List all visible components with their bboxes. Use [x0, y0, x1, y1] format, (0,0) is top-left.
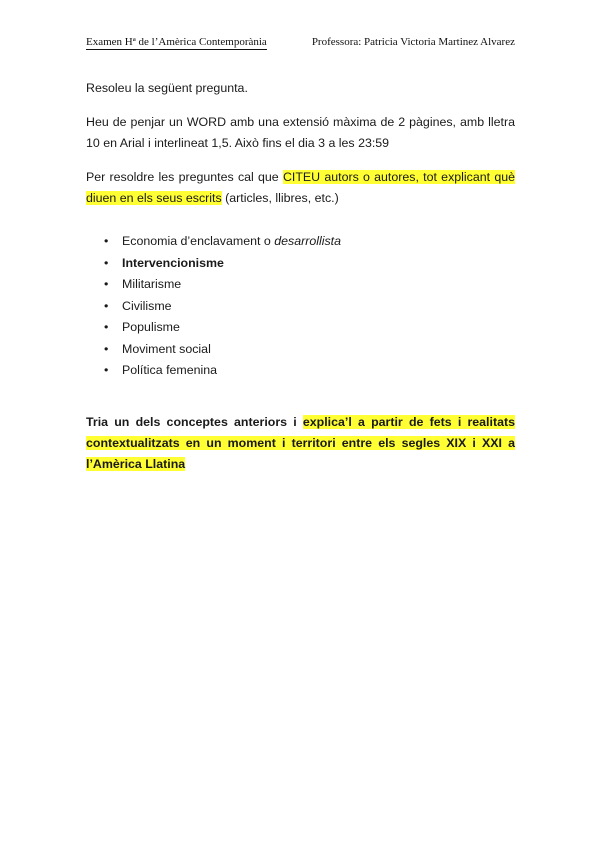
- bullet-icon: •: [104, 277, 109, 291]
- bullet-icon: •: [104, 320, 109, 334]
- concepts-list: [86, 231, 515, 382]
- bullet-icon: •: [104, 298, 109, 313]
- concept-item: [104, 296, 515, 318]
- concept-item: [104, 253, 515, 275]
- concept-text: Populisme: [122, 320, 180, 334]
- citation-prefix: Per resoldre les preguntes cal que: [86, 170, 283, 184]
- task-prefix: Tria un dels conceptes anteriors i: [86, 414, 303, 429]
- citation-paragraph: [86, 167, 515, 209]
- document-body: [86, 78, 515, 475]
- bullet-icon: •: [104, 255, 109, 270]
- page-header: [86, 36, 515, 50]
- concept-text: Política femenina: [122, 363, 218, 377]
- bullet-icon: •: [104, 363, 109, 377]
- concept-item: [104, 360, 515, 382]
- task-highlight: explica’l a partir de fets i realitats contextualitzats en un moment i territori entre els segles XIX i XXI a l’Amèrica Llatina: [86, 414, 515, 471]
- concept-text: Intervencionisme: [122, 255, 224, 270]
- citation-highlight: CITEU autors o autores, tot explicant què diuen en els seus escrits: [86, 170, 515, 205]
- concept-item: [104, 317, 515, 339]
- concept-text: Militarisme: [122, 277, 182, 291]
- citation-suffix: (articles, llibres, etc.): [221, 191, 339, 205]
- concept-item: [104, 339, 515, 361]
- concept-italic-text: desarrollista: [274, 234, 342, 248]
- bullet-icon: •: [104, 341, 109, 356]
- intro-paragraph: Resoleu la següent pregunta.: [86, 81, 248, 95]
- concept-item: [104, 274, 515, 296]
- header-professor: Professora: Patricia Victoria Martinez Alvarez: [311, 36, 515, 48]
- header-course-title: Examen Hª de l’Amèrica Contemporània: [86, 36, 267, 48]
- concept-item: [104, 231, 515, 253]
- bullet-icon: •: [104, 234, 109, 248]
- task-paragraph: [86, 412, 515, 475]
- instructions-paragraph: Heu de penjar un WORD amb una extensió màxima de 2 pàgines, amb lletra 10 en Arial i interlineat 1,5. Això fins el dia 3 a les 23:59: [86, 115, 515, 150]
- concept-text: Civilisme: [122, 298, 172, 313]
- concept-text: Moviment social: [122, 341, 211, 356]
- concept-text: Economia d’enclavament o: [122, 234, 275, 248]
